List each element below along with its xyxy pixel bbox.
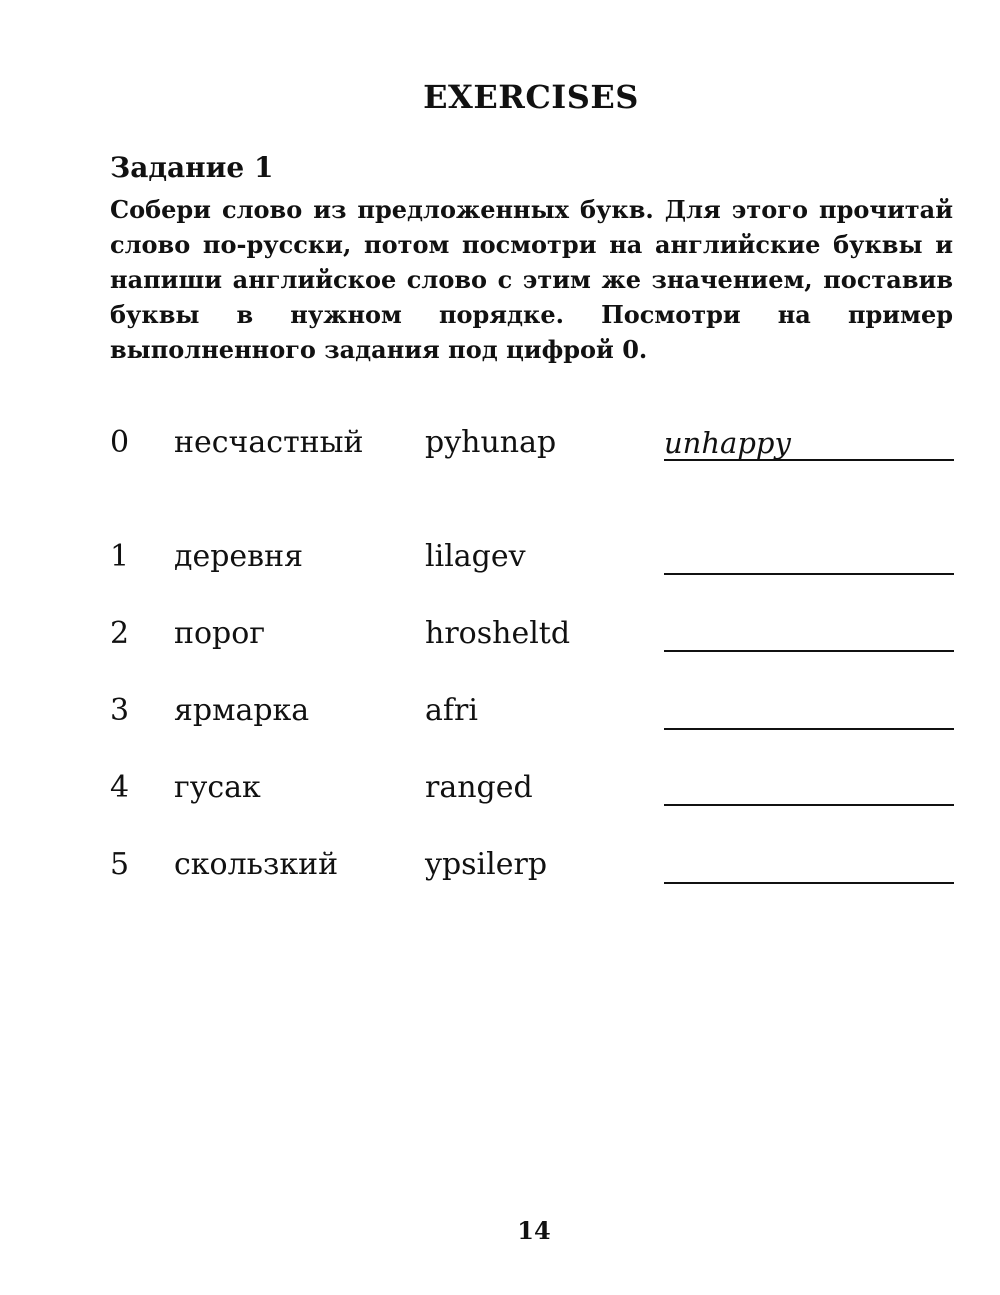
scrambled-letters: pyhunap [425, 425, 557, 460]
exercise-row [0, 693, 1000, 743]
answer-line[interactable] [664, 650, 954, 652]
example-answer: unhappy [664, 426, 791, 460]
item-number: 0 [110, 425, 130, 460]
exercise-row [0, 847, 1000, 897]
exercise-row [0, 616, 1000, 666]
answer-line[interactable] [664, 882, 954, 884]
answer-line[interactable] [664, 728, 954, 730]
exercise-row [0, 770, 1000, 820]
scrambled-letters: ypsilerp [425, 847, 548, 882]
answer-line [664, 459, 954, 461]
scrambled-letters: afri [425, 693, 478, 728]
exercise-row [0, 539, 1000, 589]
answer-line[interactable] [664, 573, 954, 575]
russian-word: гусак [174, 770, 261, 805]
item-number: 4 [110, 770, 130, 805]
answer-line[interactable] [664, 804, 954, 806]
scrambled-letters: ranged [425, 770, 533, 805]
task-heading: Задание 1 [110, 151, 274, 184]
item-number: 2 [110, 616, 130, 651]
russian-word: несчастный [174, 425, 364, 460]
scrambled-letters: hrosheltd [425, 616, 571, 651]
item-number: 1 [110, 539, 130, 574]
item-number: 3 [110, 693, 130, 728]
example-row [0, 425, 1000, 475]
page-number: 14 [517, 1216, 551, 1245]
russian-word: скользкий [174, 847, 339, 882]
russian-word: деревня [174, 539, 303, 574]
russian-word: порог [174, 616, 266, 651]
item-number: 5 [110, 847, 130, 882]
page-title: EXERCISES [423, 78, 639, 116]
scrambled-letters: lilagev [425, 539, 526, 574]
task-instructions: Собери слово из предложенных букв. Для этого прочитай слово по-русски, потом посмотри на английские буквы и напиши английское слово с этим же значением, поставив буквы в нужном порядке. Посмотри на пример выполненного задания под цифрой 0. [110, 195, 953, 364]
russian-word: ярмарка [174, 693, 310, 728]
